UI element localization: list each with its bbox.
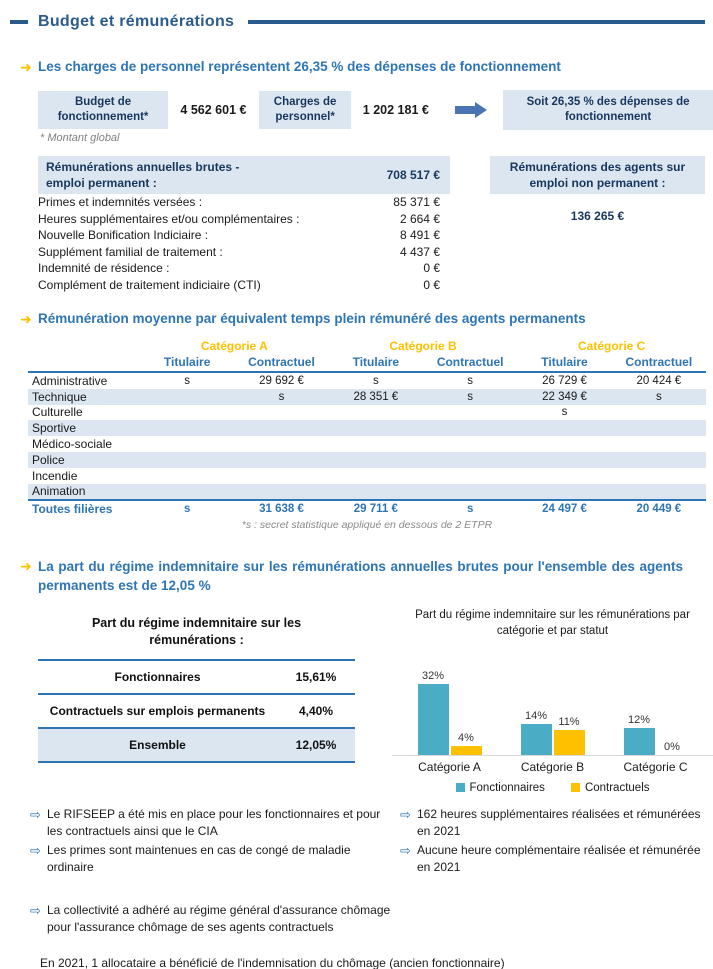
row-label: Primes et indemnités versées :: [38, 195, 203, 210]
charges-box: Charges de personnel*: [259, 91, 352, 129]
table-cell: 29 711 €: [353, 503, 398, 516]
legend-swatch-icon: [571, 783, 580, 792]
row-label: Indemnité de résidence :: [38, 261, 170, 276]
remunerations-header-value: 708 517 €: [386, 168, 440, 182]
yellow-arrow-icon: ➜: [20, 311, 32, 327]
result-box: Soit 26,35 % des dépenses de fonctionnement: [503, 90, 713, 130]
header-dash-rule: [10, 20, 28, 24]
row-value: 8 491 €: [399, 228, 440, 243]
spacer: [28, 338, 140, 354]
remunerations-row: [38, 156, 713, 293]
note-text: La collectivité a adhéré au régime général d'assurance chômage pour l'assurance chômage de ses agents contractuels: [47, 902, 391, 934]
secret-statistique-footnote: *s : secret statistique appliqué en dessous de 2 ETPR: [241, 519, 493, 532]
table-row: [38, 244, 450, 261]
note-arrow-icon: [30, 902, 47, 919]
bar-fonctionnaires-catégorie-c: [624, 648, 655, 755]
bar-contractuels-catégorie-c: [657, 648, 688, 755]
note-item: [30, 902, 395, 936]
category-table-body: [28, 373, 706, 499]
chart-bar-group: [521, 648, 585, 755]
bar-value-label: 14%: [524, 709, 548, 722]
row-value: 15,61%: [295, 670, 337, 685]
table-row: [38, 277, 450, 294]
note-text: Le RIFSEEP a été mis en place pour les fonctionnaires et pour les contractuels ainsi que le CIA: [47, 806, 381, 838]
table-cell: 20 449 €: [636, 503, 682, 516]
unemployment-note: En 2021, 1 allocataire a bénéficié de l'indemnisation du chômage (ancien fonctionnaire): [40, 955, 505, 969]
chart-bar-group: [624, 648, 688, 755]
remunerations-header-label: Rémunérations annuelles brutes - emploi permanent :: [46, 159, 240, 190]
column-header: Contractuel: [248, 355, 315, 369]
table-cell: 20 424 €: [636, 374, 682, 387]
filiere-label: Incendie: [32, 468, 78, 483]
bar-value-label: 0%: [664, 740, 680, 753]
table-row: [28, 452, 706, 468]
category-b-header: Catégorie B: [389, 339, 457, 353]
table-row: [28, 420, 706, 436]
table-cell: s: [467, 390, 474, 403]
table-cell: 28 351 €: [353, 390, 399, 403]
column-header: Contractuel: [436, 355, 504, 369]
page-title: Budget et rémunérations: [38, 13, 235, 30]
row-value: 4 437 €: [399, 244, 440, 259]
row-label: Nouvelle Bonification Indiciaire :: [38, 228, 209, 243]
table-cell: s: [372, 374, 379, 387]
category-a-header: Catégorie A: [200, 339, 268, 353]
table-row: [38, 727, 355, 761]
filiere-label: Administrative: [32, 373, 108, 388]
table-cell: 24 497 €: [542, 503, 587, 516]
row-value: 85 371 €: [393, 195, 440, 210]
legend-item: [571, 782, 650, 794]
bar-value-label: 11%: [558, 716, 580, 729]
bar-fonctionnaires-catégorie-b: [521, 648, 552, 755]
row-label: Heures supplémentaires et/ou complémentaires :: [38, 211, 300, 226]
table-row: [38, 211, 450, 228]
table-row: [38, 659, 355, 693]
row-value: 0 €: [423, 261, 440, 276]
row-label: Contractuels sur emplois permanents: [49, 704, 266, 719]
budget-value: 4 562 601 €: [180, 103, 247, 117]
table-cell: s: [184, 374, 191, 387]
table-row: [28, 468, 706, 484]
table-row: [28, 405, 706, 421]
page-header: [0, 10, 713, 34]
table-row: [28, 389, 706, 405]
table-cell: 31 638 €: [259, 503, 304, 516]
bar-chart: [392, 607, 713, 793]
table-cell: 22 349 €: [542, 390, 587, 403]
chart-title: Part du régime indemnitaire sur les rémunérations par catégorie et par statut: [415, 609, 690, 638]
charges-value: 1 202 181 €: [362, 103, 429, 117]
remunerations-table-body: [38, 194, 450, 293]
section1-heading-text: Les charges de personnel représentent 26,35 % des dépenses de fonctionnement: [38, 59, 561, 74]
total-row: [28, 499, 706, 517]
bar: [521, 724, 552, 755]
table-row: [38, 227, 450, 244]
row-value: 0 €: [423, 277, 440, 292]
note-item: [30, 806, 395, 840]
indemnity-table-title: Part du régime indemnitaire sur les rémunérations :: [91, 616, 302, 648]
row-label: Supplément familial de traitement :: [38, 244, 223, 259]
category-axis-label: Catégorie B: [520, 759, 585, 774]
budget-box: Budget de fonctionnement*: [38, 91, 168, 129]
chart-bar-group: [418, 648, 482, 755]
yellow-arrow-icon: ➜: [20, 558, 32, 575]
note-item: [30, 842, 395, 876]
legend-label: Fonctionnaires: [469, 781, 545, 794]
status-header-row: [28, 354, 706, 373]
total-label: Toutes filières: [32, 502, 113, 517]
row-value: 4,40%: [298, 704, 334, 719]
budget-flow-row: [38, 90, 713, 130]
row-value: 12,05%: [295, 738, 337, 753]
notes-section: [30, 806, 713, 938]
table-cell: s: [655, 390, 662, 403]
category-axis-label: Catégorie C: [623, 759, 688, 774]
table-cell: s: [278, 390, 285, 403]
category-salary-table: [28, 338, 706, 531]
non-permanent-value: 136 265 €: [570, 209, 625, 224]
filiere-label: Technique: [32, 389, 87, 404]
legend-label: Contractuels: [584, 781, 650, 794]
row-label: Ensemble: [129, 738, 186, 753]
table-row: [28, 373, 706, 389]
bar-value-label: 32%: [421, 670, 445, 683]
table-row: [38, 194, 450, 211]
non-permanent-box: [490, 156, 705, 293]
row-label: Complément de traitement indiciaire (CTI): [38, 277, 261, 292]
note-arrow-icon: [400, 806, 417, 823]
bar-contractuels-catégorie-a: [451, 648, 482, 755]
row-value: 2 664 €: [399, 211, 440, 226]
table-row: [28, 436, 706, 452]
filiere-label: Médico-sociale: [32, 437, 113, 452]
filiere-label: Culturelle: [32, 405, 83, 420]
column-header: Titulaire: [541, 355, 588, 369]
flow-arrow-icon: [455, 102, 489, 118]
filiere-label: Sportive: [32, 421, 77, 436]
indemnity-table-body: [38, 659, 355, 763]
bar: [451, 746, 482, 755]
filiere-label: Police: [32, 452, 65, 467]
section3-heading-text: La part du régime indemnitaire sur les rémunérations annuelles brutes pour l'ensemble des agents permanents est de 12,05 %: [38, 559, 683, 594]
category-header-row: [28, 338, 706, 354]
notes-right-column: [400, 806, 710, 938]
table-cell: s: [183, 503, 191, 516]
section2-heading: [20, 310, 683, 328]
column-header: Titulaire: [352, 355, 400, 369]
category-c-header: Catégorie C: [577, 339, 646, 353]
non-permanent-label: Rémunérations des agents sur emploi non permanent :: [490, 156, 705, 194]
indemnity-row: [38, 607, 713, 793]
bar-value-label: 12%: [627, 714, 651, 727]
section3-heading: [20, 557, 683, 595]
row-label: Fonctionnaires: [114, 670, 201, 685]
bar: [554, 730, 585, 754]
table-row: [28, 484, 706, 500]
legend-item: [456, 782, 545, 794]
note-text: Les primes sont maintenues en cas de congé de maladie ordinaire: [47, 842, 351, 874]
note-item: [400, 842, 710, 876]
note-text: Aucune heure complémentaire réalisée et rémunérée en 2021: [417, 842, 701, 874]
table-row: [38, 693, 355, 727]
table-cell: 29 692 €: [259, 374, 304, 387]
remunerations-table-header: [38, 156, 450, 194]
bar-value-label: 4%: [458, 731, 474, 744]
section1-heading: [20, 58, 683, 76]
note-item: [400, 806, 710, 840]
column-header: Titulaire: [163, 355, 211, 369]
filiere-label: Animation: [32, 484, 86, 499]
notes-left-column: [30, 806, 395, 938]
montant-global-footnote: * Montant global: [40, 132, 120, 144]
table-cell: s: [467, 374, 474, 387]
note-arrow-icon: [400, 842, 417, 859]
table-cell: 26 729 €: [542, 374, 587, 387]
column-header: Contractuel: [625, 355, 693, 369]
bar: [624, 728, 655, 754]
chart-category-axis: [392, 760, 713, 774]
category-axis-label: Catégorie A: [418, 759, 481, 774]
bar: [418, 684, 449, 754]
note-text: 162 heures supplémentaires réalisées et rémunérées en 2021: [417, 806, 701, 838]
note-arrow-icon: [30, 842, 47, 859]
table-cell: s: [466, 503, 474, 516]
legend-swatch-icon: [456, 783, 465, 792]
indemnity-table: [38, 615, 355, 793]
table-row: [38, 260, 450, 277]
remunerations-table: [38, 156, 450, 293]
section2-heading-text: Rémunération moyenne par équivalent temps plein rémunéré des agents permanents: [38, 311, 586, 326]
yellow-arrow-icon: ➜: [20, 59, 32, 75]
bar-contractuels-catégorie-b: [554, 648, 585, 755]
header-horizontal-rule: [248, 20, 705, 24]
chart-plot: [392, 648, 713, 756]
bar-fonctionnaires-catégorie-a: [418, 648, 449, 755]
note-arrow-icon: [30, 806, 47, 823]
chart-legend: [392, 782, 713, 794]
spacer: [28, 354, 140, 370]
table-cell: s: [561, 406, 568, 419]
